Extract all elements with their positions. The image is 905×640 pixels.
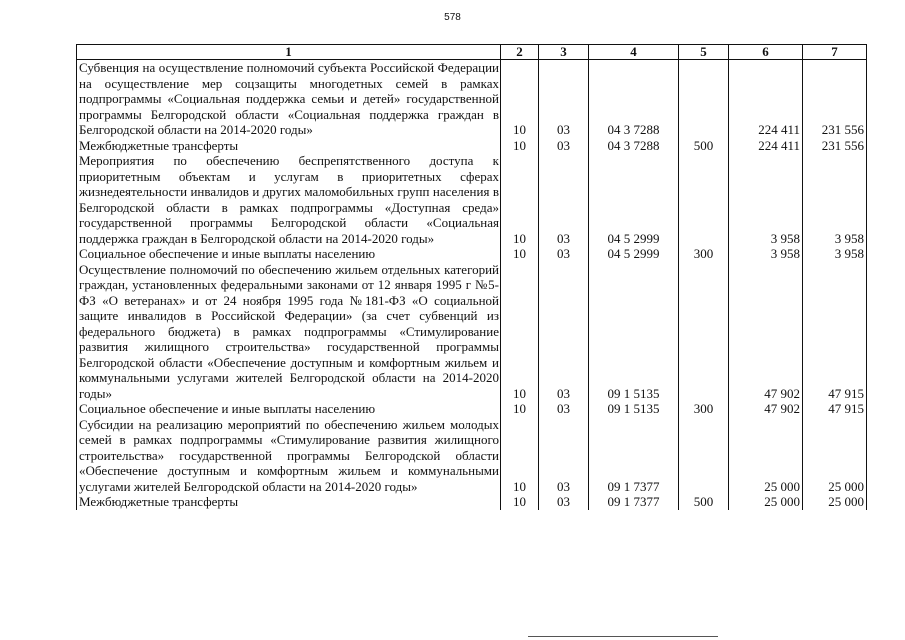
row-section: 10 (501, 262, 539, 402)
row-amount-2: 25 000 (803, 494, 867, 510)
row-section: 10 (501, 401, 539, 417)
table-row (77, 138, 867, 154)
row-subsection: 03 (539, 401, 589, 417)
row-name: Социальное обеспечение и иные выплаты населению (77, 401, 501, 417)
header-col-5: 5 (679, 45, 729, 60)
row-amount-1: 224 411 (729, 60, 803, 138)
row-target-code: 09 1 5135 (589, 262, 679, 402)
table-row (77, 153, 867, 246)
bottom-divider (528, 636, 718, 637)
row-amount-1: 224 411 (729, 138, 803, 154)
row-amount-2: 47 915 (803, 401, 867, 417)
row-subsection: 03 (539, 417, 589, 495)
row-expense-type (679, 262, 729, 402)
row-amount-1: 3 958 (729, 246, 803, 262)
row-amount-2: 47 915 (803, 262, 867, 402)
budget-table (76, 44, 867, 510)
row-subsection: 03 (539, 138, 589, 154)
row-amount-1: 25 000 (729, 417, 803, 495)
header-row (77, 45, 867, 60)
row-target-code: 04 5 2999 (589, 246, 679, 262)
header-col-6: 6 (729, 45, 803, 60)
row-amount-1: 47 902 (729, 401, 803, 417)
row-subsection: 03 (539, 153, 589, 246)
row-amount-2: 231 556 (803, 60, 867, 138)
row-section: 10 (501, 494, 539, 510)
page-number: 578 (444, 12, 461, 23)
row-amount-2: 231 556 (803, 138, 867, 154)
row-section: 10 (501, 246, 539, 262)
row-expense-type: 300 (679, 246, 729, 262)
header-col-1: 1 (77, 45, 501, 60)
table-row (77, 246, 867, 262)
row-amount-1: 3 958 (729, 153, 803, 246)
table-row (77, 401, 867, 417)
table-row (77, 417, 867, 495)
header-col-2: 2 (501, 45, 539, 60)
row-amount-1: 47 902 (729, 262, 803, 402)
row-name: Мероприятия по обеспечению беспрепятственного доступа к приоритетным объектам и услугам в приоритетных сферах жизнедеятельности инвалидов и других маломобильных групп населения в Белгородской области в рамках подпрограммы «Доступная среда» государственной программы Белгородской области «Социальная поддержка граждан в Белгородской области на 2014-2020 годы» (77, 153, 501, 246)
row-expense-type (679, 417, 729, 495)
row-expense-type: 500 (679, 494, 729, 510)
table-row (77, 262, 867, 402)
row-name: Межбюджетные трансферты (77, 494, 501, 510)
row-target-code: 09 1 7377 (589, 494, 679, 510)
row-section: 10 (501, 138, 539, 154)
table-row (77, 60, 867, 138)
row-expense-type: 300 (679, 401, 729, 417)
row-expense-type: 500 (679, 138, 729, 154)
header-col-7: 7 (803, 45, 867, 60)
row-section: 10 (501, 417, 539, 495)
row-amount-2: 3 958 (803, 246, 867, 262)
header-col-3: 3 (539, 45, 589, 60)
row-target-code: 04 3 7288 (589, 60, 679, 138)
row-target-code: 04 3 7288 (589, 138, 679, 154)
row-amount-2: 25 000 (803, 417, 867, 495)
row-name: Субсидии на реализацию мероприятий по обеспечению жильем молодых семей в рамках подпрограммы «Стимулирование развития жилищного строительства» государственной программы Белгородской области «Обеспечение доступным и комфортным жильем и коммунальными услугами жителей Белгородской области на 2014-2020 годы» (77, 417, 501, 495)
row-expense-type (679, 60, 729, 138)
row-section: 10 (501, 60, 539, 138)
row-name: Социальное обеспечение и иные выплаты населению (77, 246, 501, 262)
row-name: Осуществление полномочий по обеспечению жильем отдельных категорий граждан, установленных федеральными законами от 12 января 1995 г №5-ФЗ «О ветеранах» и от 24 ноября 1995 года №181-ФЗ «О социальной защите инвалидов в Российской Федерации» (за счет субвенций из федерального бюджета) в рамках подпрограммы «Стимулирование развития жилищного строительства» государственной программы Белгородской области «Обеспечение доступным и комфортным жильем и коммунальными услугами жителей Белгородской области на 2014-2020 годы» (77, 262, 501, 402)
row-name: Межбюджетные трансферты (77, 138, 501, 154)
row-subsection: 03 (539, 494, 589, 510)
row-subsection: 03 (539, 246, 589, 262)
row-amount-1: 25 000 (729, 494, 803, 510)
row-amount-2: 3 958 (803, 153, 867, 246)
budget-table-container (76, 44, 867, 510)
row-target-code: 09 1 7377 (589, 417, 679, 495)
header-col-4: 4 (589, 45, 679, 60)
row-subsection: 03 (539, 262, 589, 402)
row-section: 10 (501, 153, 539, 246)
row-name: Субвенция на осуществление полномочий субъекта Российской Федерации на осуществление мер соцзащиты многодетных семей в рамках подпрограммы «Социальная поддержка семьи и детей» государственной программы Белгородской области «Социальная поддержка граждан в Белгородской области на 2014-2020 годы» (77, 60, 501, 138)
table-row (77, 494, 867, 510)
row-target-code: 04 5 2999 (589, 153, 679, 246)
row-expense-type (679, 153, 729, 246)
row-subsection: 03 (539, 60, 589, 138)
row-target-code: 09 1 5135 (589, 401, 679, 417)
